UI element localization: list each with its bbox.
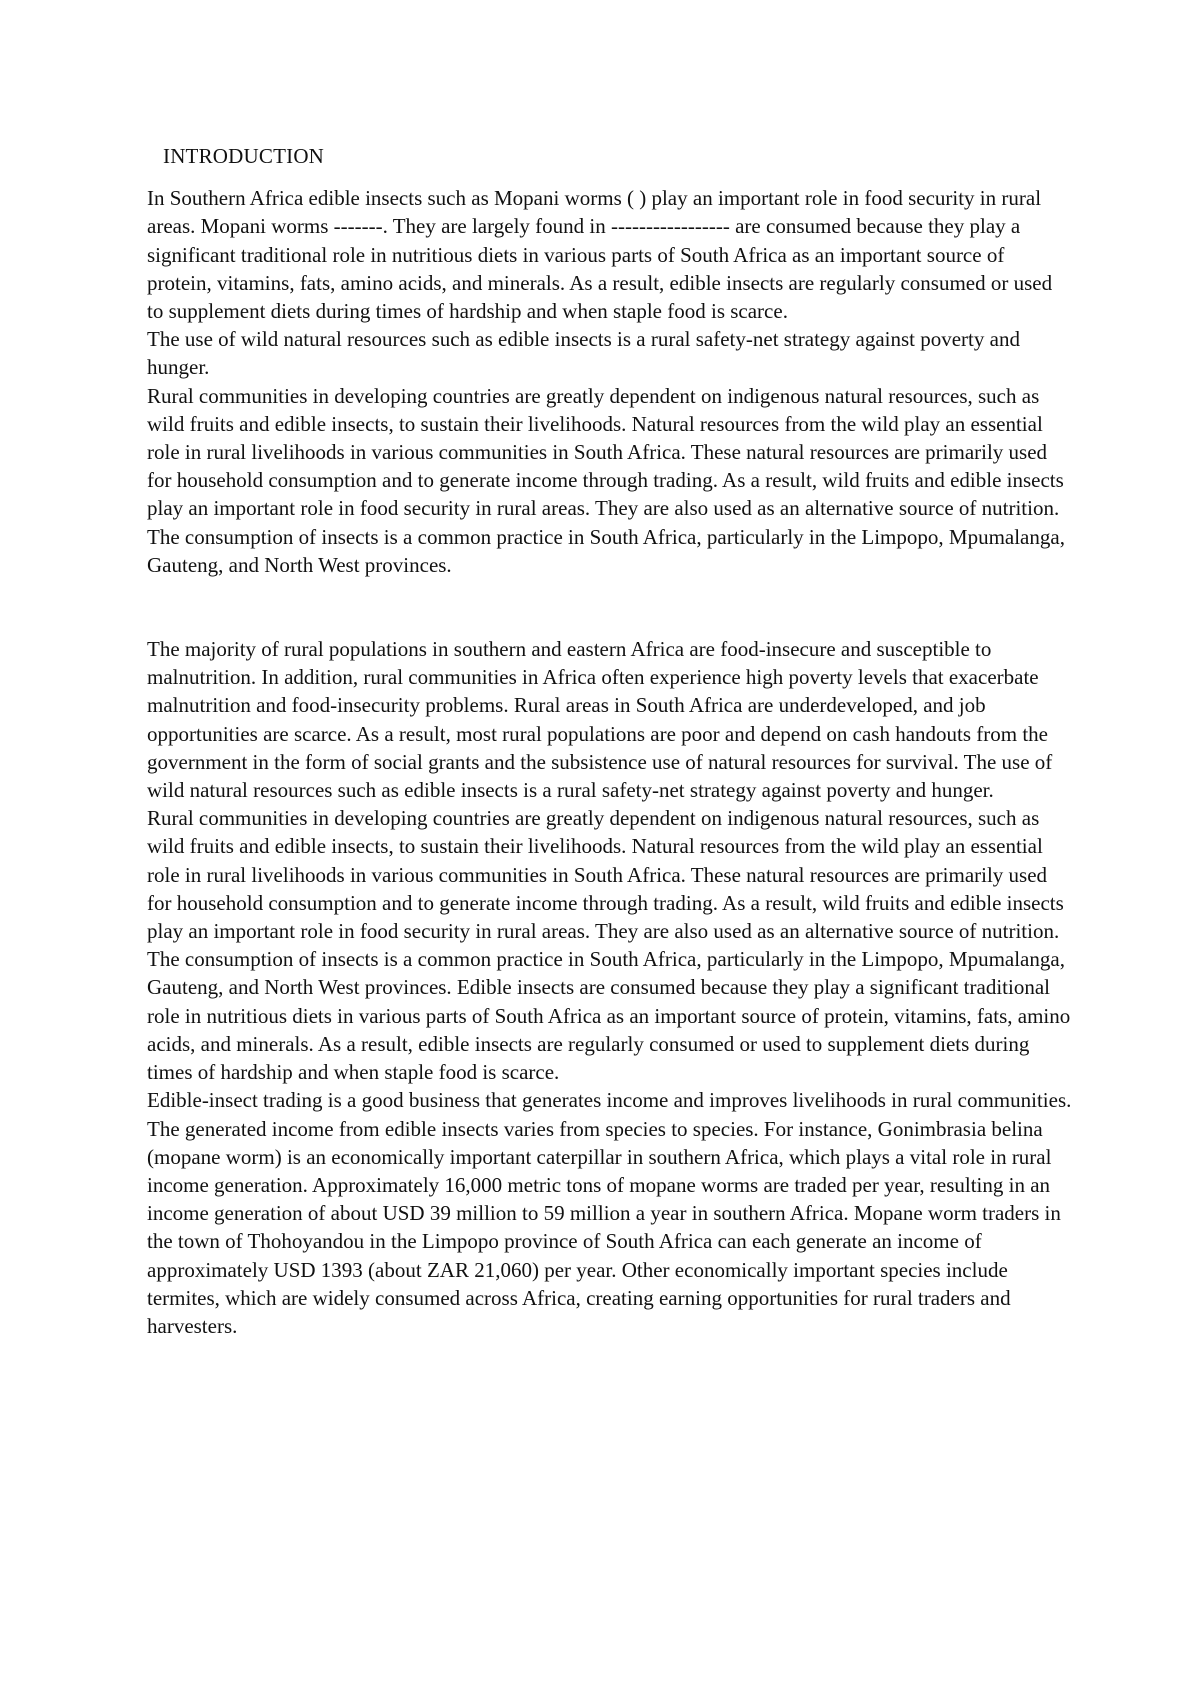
paragraph-rural-resources-repeat: Rural communities in developing countries are greatly dependent on indigenous natural resources, such as wild fruits and edible insects, to sustain their livelihoods. Natural resources from the wild play an essential role in rural livelihoods in various communities in South Africa. These natural resources are primarily used for household consumption and to generate income through trading. As a result, wild fruits and edible insects play an important role in food security in rural areas. They are also used as an alternative source of nutrition. xyxy=(147,806,1064,944)
paragraph-food-insecurity: The majority of rural populations in southern and eastern Africa are food-insecure and susceptible to malnutrition. In addition, rural communities in Africa often experience high poverty levels that exacerbate malnutrition and food-insecurity problems. Rural areas in South Africa are underdeveloped, and job opportunities are scarce. As a result, most rural populations are poor and depend on cash handouts from the government in the form of social grants and the subsistence use of natural resources for survival. The use of wild natural resources such as edible insects is a rural safety-net strategy against poverty and hunger. xyxy=(147,637,1053,803)
document-body xyxy=(147,142,1072,1340)
paragraph-insect-consumption-detail: The consumption of insects is a common practice in South Africa, particularly in the Limpopo, Mpumalanga, Gauteng, and North West provinces. Edible insects are consumed because they play a significant traditional role in nutritious diets in various parts of South Africa as an important source of protein, vitamins, fats, amino acids, and minerals. As a result, edible insects are regularly consumed or used to supplement diets during times of hardship and when staple food is scarce. xyxy=(147,947,1071,1085)
paragraph-rural-resources: Rural communities in developing countries are greatly dependent on indigenous natural resources, such as wild fruits and edible insects, to sustain their livelihoods. Natural resources from the wild play an essential role in rural livelihoods in various communities in South Africa. These natural resources are primarily used for household consumption and to generate income through trading. As a result, wild fruits and edible insects play an important role in food security in rural areas. They are also used as an alternative source of nutrition. xyxy=(147,383,1064,521)
section-heading: INTRODUCTION xyxy=(163,144,325,168)
paragraph-mopani-intro: In Southern Africa edible insects such as Mopani worms ( ) play an important role in food security in rural areas. Mopani worms -------. They are largely found in ----------------- are consumed because they play a significant traditional role in nutritious diets in various parts of South Africa as an important source of protein, vitamins, fats, amino acids, and minerals. As a result, edible insects are regularly consumed or used to supplement diets during times of hardship and when staple food is scarce. xyxy=(147,186,1053,324)
paragraph-insect-trading: Edible-insect trading is a good business that generates income and improves livelihoods in rural communities. The generated income from edible insects varies from species to species. For instance, Gonimbrasia belina (mopane worm) is an economically important caterpillar in southern Africa, which plays a vital role in rural income generation. Approximately 16,000 metric tons of mopane worms are traded per year, resulting in an income generation of about USD 39 million to 59 million a year in southern Africa. Mopane worm traders in the town of Thohoyandou in the Limpopo province of South Africa can each generate an income of approximately USD 1393 (about ZAR 21,060) per year. Other economically important species include termites, which are widely consumed across Africa, creating earning opportunities for rural traders and harvesters. xyxy=(147,1088,1072,1338)
paragraph-safety-net: The use of wild natural resources such as edible insects is a rural safety-net strategy against poverty and hunger. xyxy=(147,327,1020,380)
paragraph-spacer xyxy=(147,579,1072,635)
paragraph-insect-consumption: The consumption of insects is a common practice in South Africa, particularly in the Limpopo, Mpumalanga, Gauteng, and North West provinces. xyxy=(147,524,1065,577)
